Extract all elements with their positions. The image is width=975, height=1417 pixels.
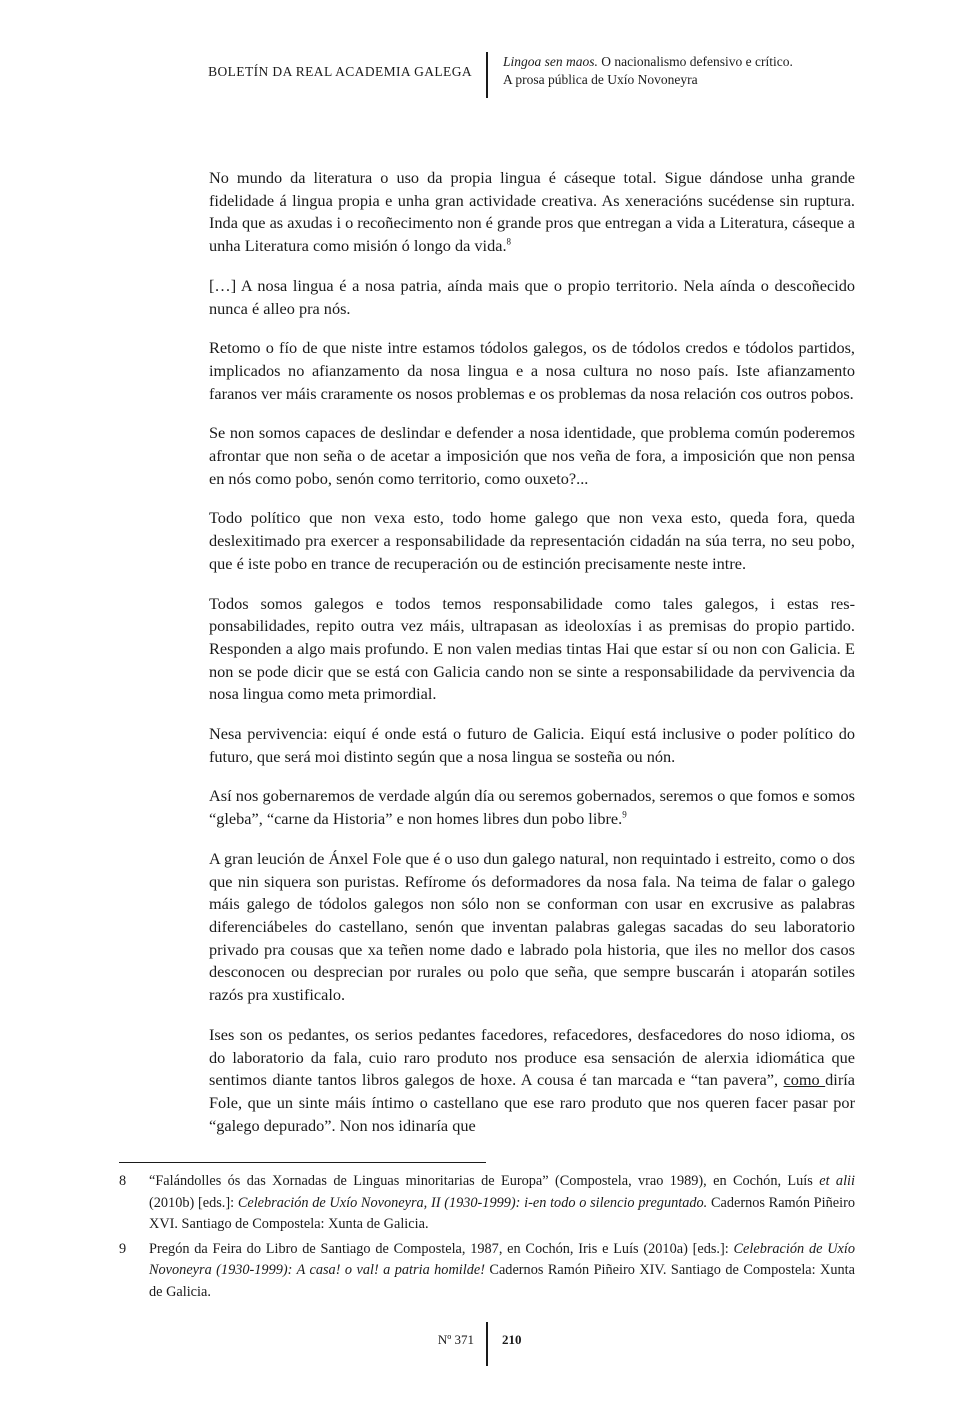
running-title-line-1 bbox=[503, 53, 793, 71]
footnote-text: “Falándolles ós das Xornadas de Linguas minoritarias de Europa” (Compostela, vrao 1989), en Cochón, Luís et alii (2010b) [eds.]: Celebración de Uxío Novoneyra, II (1930-1999): i-en todo o silencio preguntado. Cadernos Ramón Piñeiro XVI. Santiago de Compostela: Xunta de Galicia. bbox=[149, 1173, 855, 1232]
footnotes bbox=[119, 1171, 855, 1306]
article-body bbox=[209, 167, 855, 1154]
paragraph: A gran leución de Ánxel Fole que é o uso dun galego natural, non requintado i estreito, como o dos que nin siquera son puristas. Refírome ós deformadores da nosa fala. Na teima de falar o galego máis galego de tódolos galegos non sólo non se conforman con usar en excrusive as palabras diferenciábeles do castellano, senón que inventan palabras galegas sacadas do seu laboratorio privado pra cousas que xa teñen nome dado e labrado pola historia, que iles no mellor dos casos desconocen ou desprecian por rurales ou polo que seña, que sempre buscarán i atoparán sotiles razós pra xustificalo. bbox=[209, 848, 855, 1005]
journal-name: BOLETÍN DA REAL ACADEMIA GALEGA bbox=[208, 64, 472, 79]
paragraph: Retomo o fío de que niste intre estamos tódolos galegos, os de tódolos credos e tódolos partidos, implicados no afianzamento da nosa lingua e a nosa cultura no noso país. Iste afianzamento faranos ver máis craramente os nosos problemas e os problemas da nosa relación cos outros pobos. bbox=[209, 338, 855, 403]
header-divider bbox=[486, 52, 488, 98]
footnote-8 bbox=[119, 1171, 855, 1236]
footnote-text: Pregón da Feira do Libro de Santiago de Compostela, 1987, en Cochón, Iris e Luís (2010a) [eds.]: Celebración de Uxío Novoneyra (1930-1999): A casa! o val! a patria homilde! Cadernos Ramón Piñeiro XIV. Santiago de Compostela: Xunta de Galicia. bbox=[149, 1240, 855, 1300]
paragraph: No mundo da literatura o uso da propia lingua é cáseque total. Sigue dándose unha grande fidelidade á lingua propia e unha gran actividade creativa. As xeneracións sucédense sin ruptura. Inda que as axudas i o recoñecimento non é grande pros que entregan a vida a Literatura, cáseque a unha Literatura como misión ó longo da vida.$^8$ bbox=[209, 168, 855, 256]
underlined-word: como bbox=[783, 1070, 826, 1090]
page-number: 210 bbox=[502, 1332, 522, 1347]
footnote-number: 8 bbox=[119, 1173, 127, 1189]
paragraph: Así nos gobernaremos de verdade algún día ou seremos gobernados, seremos o que fomos e somos “gleba”, “carne da Historia” e non homes libres dun pobo libre.$^9$ bbox=[209, 786, 855, 829]
footer-divider bbox=[486, 1322, 488, 1366]
footnote-9 bbox=[119, 1239, 855, 1304]
running-subtitle: A prosa pública de Uxío Novoneyra bbox=[503, 72, 698, 87]
running-title-italic: Lingoa sen maos. bbox=[503, 54, 598, 69]
paragraph: Se non somos capaces de deslindar e defender a nosa identidade, que problema común poderemos afrontar que non seña o de acetar a imposición que nos veña de fora, a imposición que non pensa en nós como pobo, senón como territorio, como ouxeto?... bbox=[209, 423, 855, 488]
footnote-ref-9[interactable]: 9 bbox=[622, 809, 627, 820]
footnote-ref-8[interactable]: 8 bbox=[506, 236, 512, 247]
paragraph: Ises son os pedantes, os serios pedantes facedores, refacedores, desfacedores do noso idioma, os do laboratorio da fala, cuio raro produto nos produce esa sensación de alerxia idiomática que sentimos diante tantos libros galegos de hoxe. A cousa é tan marcada e “tan pavera”, como diría Fole, que un sinte máis íntimo o castellano que ese raro produto que nos queren facer pasar por “galego depurado”. Non nos idinaría que bbox=[209, 1024, 855, 1135]
paragraph: Nesa pervivencia: eiquí é onde está o futuro de Galicia. Eiquí está inclusive o poder político do futuro, que será moi distinto según que a nosa lingua se sosteña ou nón. bbox=[209, 724, 855, 766]
running-title-rest: O nacionalismo defensivo e crítico. bbox=[597, 54, 793, 69]
footnote-rule bbox=[119, 1162, 486, 1163]
paragraph: […] A nosa lingua é a nosa patria, aínda mais que o propio territorio. Nela aínda o descoñecido nunca é alleo pra nós. bbox=[209, 275, 855, 318]
issue-number: Nº 371 bbox=[437, 1332, 474, 1347]
running-title bbox=[503, 53, 793, 89]
paragraph: Todos somos galegos e todos temos responsabilidade como tales galegos, i estas responsabilidades, repito outra vez máis, ultrapasan as ideoloxías i as premisas do propio partido. Responden a algo mais profundo. E non valen medias tintas Hai que estar sí ou non con Galicia. E non se pode dicir que se está con Galicia cando non se sinte a responsabilidade da pervivencia da nosa lingua como meta primordial. bbox=[209, 593, 855, 704]
footnote-number: 9 bbox=[119, 1240, 127, 1257]
paragraph: Todo político que non vexa esto, todo home galego que non vexa esto, queda fora, queda deslexitimado pra exercer a responsabilidade da representación cidadán na súa terra, no seu pobo, que é iste pobo en trance de recuperación ou de estinción precisamente neste intre. bbox=[209, 508, 855, 573]
